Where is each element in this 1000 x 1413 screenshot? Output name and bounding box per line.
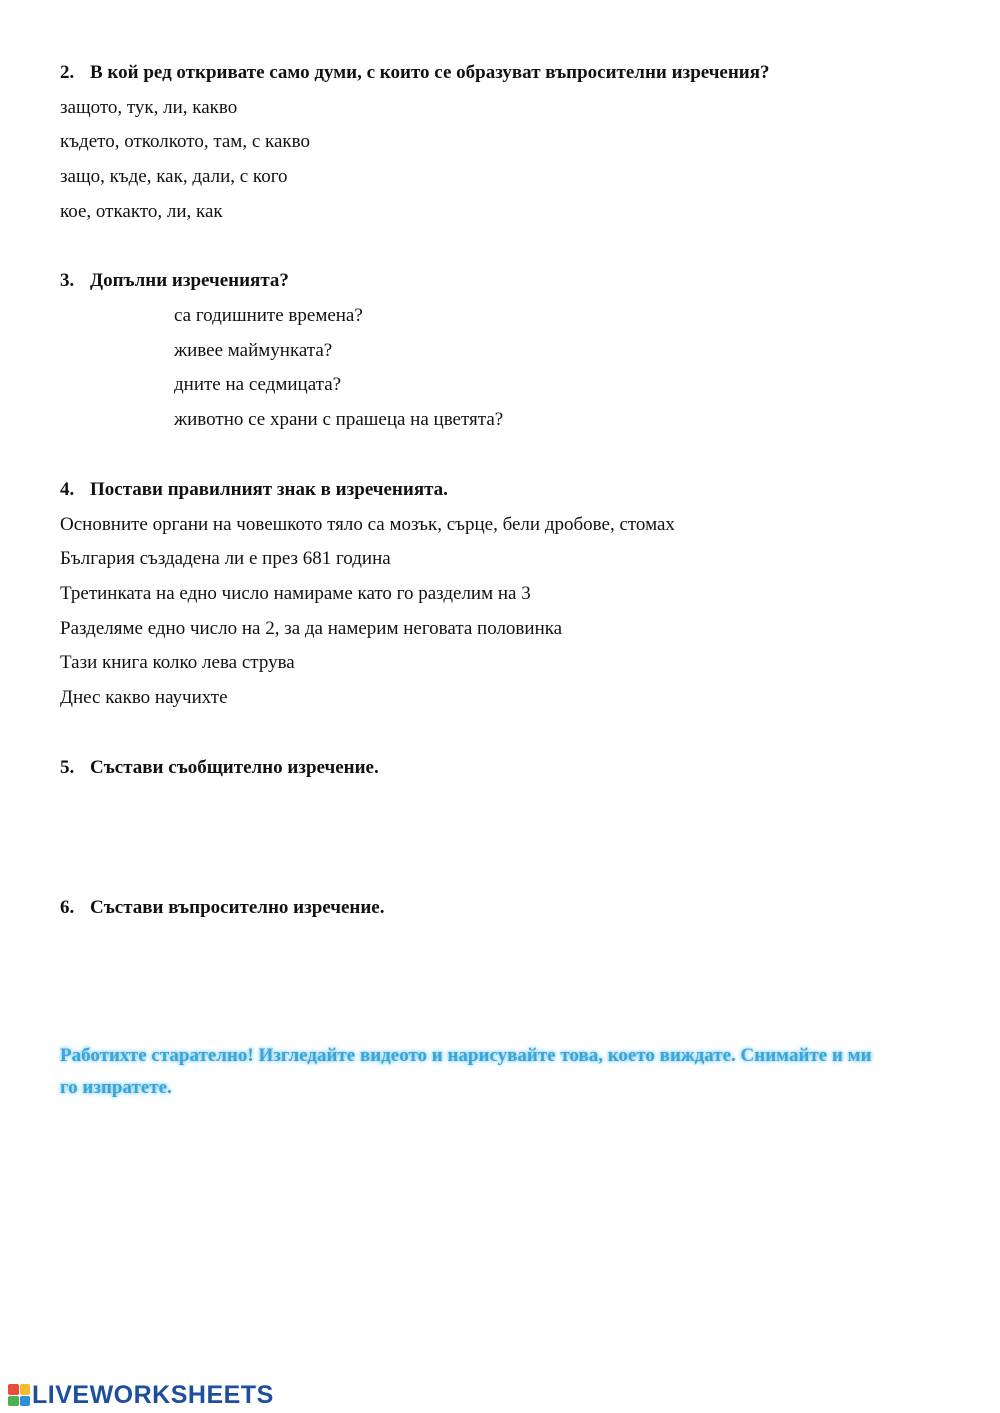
q2-option-1[interactable]: защото, тук, ли, какво bbox=[60, 97, 238, 118]
q4-sentence-4: Разделяме едно число на 2, за да намерим неговата половинка bbox=[60, 618, 563, 639]
q2-option-3[interactable]: защо, къде, как, дали, с кого bbox=[60, 166, 288, 187]
q2-option-2[interactable]: където, отколкото, там, с какво bbox=[60, 131, 310, 152]
q4-sentence-6: Днес какво научихте bbox=[60, 687, 228, 708]
question-2-number: 2. bbox=[60, 62, 75, 83]
question-5-title: 5. Състави съобщително изречение. bbox=[60, 757, 379, 778]
q2-option-4[interactable]: кое, откакто, ли, как bbox=[60, 201, 223, 222]
q3-item-4: животно се храни с прашеца на цветята? bbox=[174, 409, 504, 430]
liveworksheets-logo[interactable] bbox=[8, 1382, 274, 1408]
logo-tile-blue bbox=[20, 1396, 31, 1407]
closing-message-line-2: го изпратете. bbox=[60, 1077, 172, 1098]
question-3-title: 3. Допълни изреченията? bbox=[60, 270, 289, 291]
q4-sentence-1: Основните органи на човешкото тяло са мозък, сърце, бели дробове, стомах bbox=[60, 514, 675, 535]
logo-tile-red bbox=[8, 1384, 19, 1395]
liveworksheets-logo-icon bbox=[8, 1384, 30, 1406]
logo-tile-green bbox=[8, 1396, 19, 1407]
liveworksheets-logo-text: LIVEWORKSHEETS bbox=[32, 1380, 274, 1409]
q3-item-3: дните на седмицата? bbox=[174, 374, 342, 395]
question-4-number: 4. bbox=[60, 479, 75, 500]
question-2-title: 2. В кой ред откривате само думи, с които се образуват въпросителни изречения? bbox=[60, 62, 770, 83]
question-4-title: 4. Постави правилният знак в изреченията. bbox=[60, 479, 448, 500]
q4-sentence-2: България създадена ли е през 681 година bbox=[60, 548, 391, 569]
q3-item-2: живее маймунката? bbox=[174, 340, 333, 361]
closing-message-line-1: Работихте старателно! Изгледайте видеото и нарисувайте това, което виждате. Снимайте и ми bbox=[60, 1045, 872, 1066]
q4-sentence-3: Третинката на едно число намираме като го разделим на 3 bbox=[60, 583, 531, 604]
logo-tile-yellow bbox=[20, 1384, 31, 1395]
question-3-number: 3. bbox=[60, 270, 75, 291]
q3-item-1: са годишните времена? bbox=[174, 305, 363, 326]
q4-sentence-5: Тази книга колко лева струва bbox=[60, 652, 295, 673]
closing-message bbox=[60, 1040, 950, 1104]
question-6-number: 6. bbox=[60, 897, 75, 918]
question-5-number: 5. bbox=[60, 757, 75, 778]
question-6-title: 6. Състави въпросително изречение. bbox=[60, 897, 385, 918]
